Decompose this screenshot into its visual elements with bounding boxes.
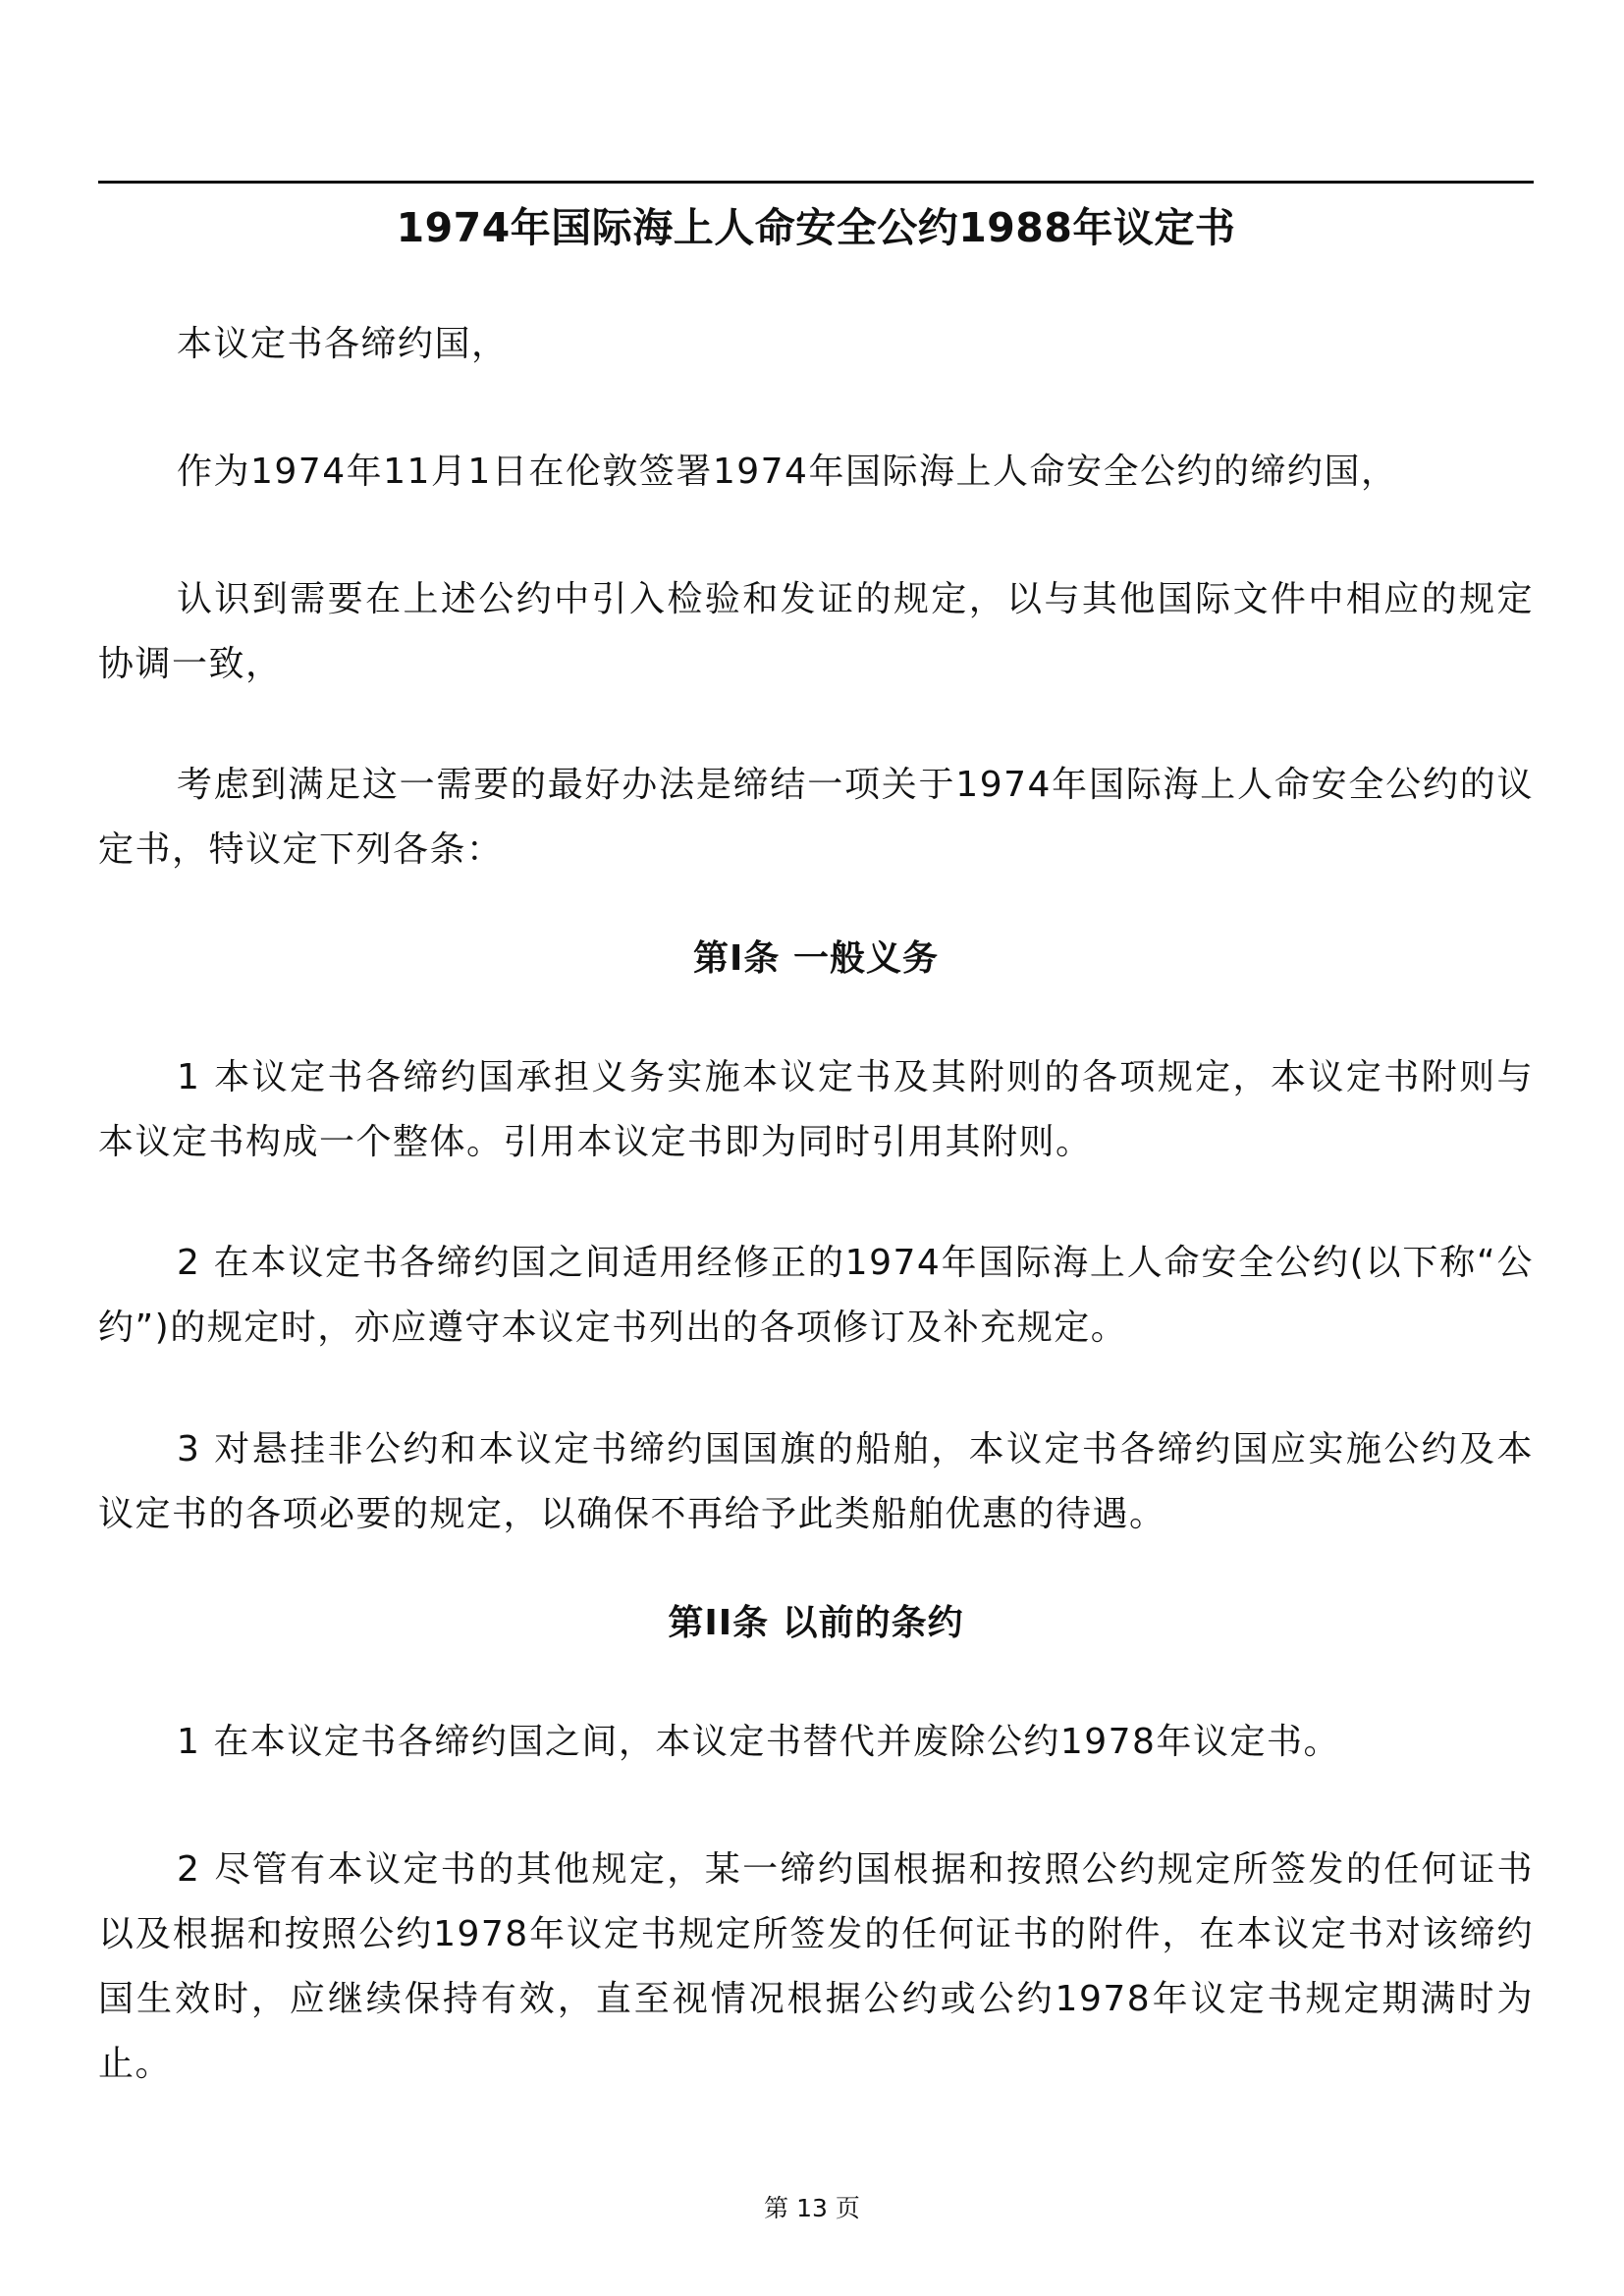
article-1-paragraph: 2 在本议定书各缔约国之间适用经修正的1974年国际海上人命安全公约(以下称“公约”)的规定时，亦应遵守本议定书列出的各项修订及补充规定。: [98, 1243, 1534, 1348]
preamble-paragraph: 考虑到满足这一需要的最好办法是缔结一项关于1974年国际海上人命安全公约的议定书，特议定下列各条：: [98, 765, 1534, 870]
article-1-heading: 第I条 一般义务: [693, 938, 939, 979]
preamble-paragraph: 作为1974年11月1日在伦敦签署1974年国际海上人命安全公约的缔约国，: [177, 452, 1398, 492]
preamble-paragraph: 本议定书各缔约国，: [177, 324, 509, 364]
article-1-paragraph: 3 对悬挂非公约和本议定书缔约国国旗的船舶，本议定书各缔约国应实施公约及本议定书的各项必要的规定，以确保不再给予此类船舶优惠的待遇。: [98, 1429, 1534, 1534]
document-title: 1974年国际海上人命安全公约1988年议定书: [396, 204, 1236, 251]
article-1-paragraph: 1 本议定书各缔约国承担义务实施本议定书及其附则的各项规定，本议定书附则与本议定书构成一个整体。引用本议定书即为同时引用其附则。: [98, 1057, 1534, 1162]
page-number: 第 13 页: [764, 2194, 860, 2222]
article-2-paragraph: 1 在本议定书各缔约国之间，本议定书替代并废除公约1978年议定书。: [177, 1722, 1340, 1762]
article-2-heading: 第II条 以前的条约: [668, 1603, 964, 1643]
header-rule: [98, 181, 1534, 184]
article-2-paragraph: 2 尽管有本议定书的其他规定，某一缔约国根据和按照公约规定所签发的任何证书以及根据和按照公约1978年议定书规定所签发的任何证书的附件，在本议定书对该缔约国生效时，应继续保持有效，直至视情况根据公约或公约1978年议定书规定期满时为止。: [98, 1849, 1534, 2084]
preamble-paragraph: 认识到需要在上述公约中引入检验和发证的规定，以与其他国际文件中相应的规定协调一致，: [98, 579, 1534, 684]
